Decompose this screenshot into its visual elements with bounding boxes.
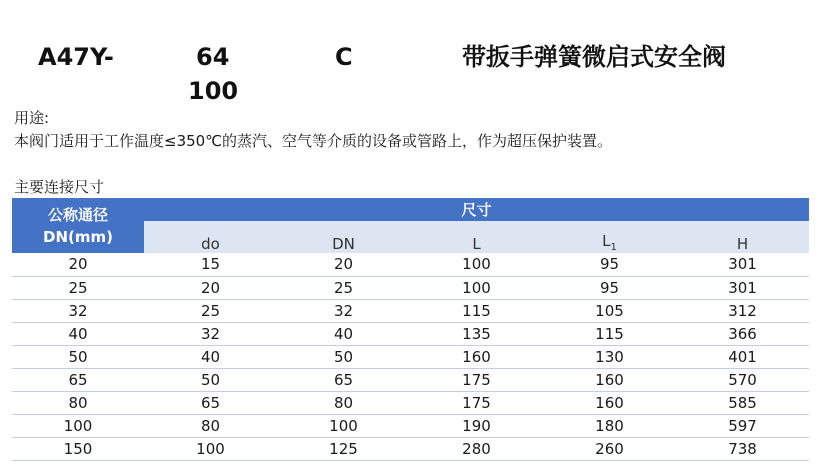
cell-dn-size: 125 — [277, 437, 410, 460]
cell-l1: 115 — [543, 322, 676, 345]
cell-l1: 160 — [543, 368, 676, 391]
cell-dn: 25 — [12, 276, 144, 299]
cell-l: 175 — [410, 391, 543, 414]
table-row — [12, 345, 809, 368]
cell-l1: 95 — [543, 276, 676, 299]
col-header-h: H — [676, 221, 809, 253]
usage-label: 用途: — [14, 109, 50, 127]
cell-do: 25 — [144, 299, 277, 322]
cell-l: 100 — [410, 253, 543, 276]
table-row — [12, 322, 809, 345]
material-code: C — [335, 43, 353, 71]
dimensions-label: 主要连接尺寸 — [14, 178, 105, 196]
cell-l: 175 — [410, 368, 543, 391]
cell-dn: 40 — [12, 322, 144, 345]
cell-l: 115 — [410, 299, 543, 322]
table-row — [12, 299, 809, 322]
cell-l1: 160 — [543, 391, 676, 414]
col-header-dn: DN — [277, 221, 410, 253]
cell-dn: 100 — [12, 414, 144, 437]
cell-l1: 130 — [543, 345, 676, 368]
cell-do: 80 — [144, 414, 277, 437]
cell-l: 100 — [410, 276, 543, 299]
col-header-l: L — [410, 221, 543, 253]
cell-do: 15 — [144, 253, 277, 276]
table-row — [12, 253, 809, 276]
dimensions-table — [12, 198, 809, 461]
cell-dn: 50 — [12, 345, 144, 368]
cell-dn-size: 100 — [277, 414, 410, 437]
cell-dn-size: 32 — [277, 299, 410, 322]
dn-header-line2: DN(mm) — [43, 227, 113, 246]
col-header-l1-subscript: 1 — [610, 242, 617, 253]
cell-h: 301 — [676, 253, 809, 276]
size-group-header: 尺寸 — [144, 198, 809, 221]
pressure-rating-1: 64 — [196, 43, 230, 71]
cell-dn-size: 20 — [277, 253, 410, 276]
model-code: A47Y- — [38, 43, 114, 71]
col-header-l1-main: L — [602, 232, 611, 250]
cell-h: 738 — [676, 437, 809, 460]
cell-dn: 65 — [12, 368, 144, 391]
cell-dn-size: 65 — [277, 368, 410, 391]
cell-do: 32 — [144, 322, 277, 345]
col-header-l1 — [543, 221, 676, 253]
cell-h: 301 — [676, 276, 809, 299]
table-row — [12, 391, 809, 414]
cell-do: 65 — [144, 391, 277, 414]
cell-dn-size: 40 — [277, 322, 410, 345]
cell-h: 570 — [676, 368, 809, 391]
cell-dn-size: 25 — [277, 276, 410, 299]
cell-do: 50 — [144, 368, 277, 391]
cell-l1: 180 — [543, 414, 676, 437]
table-row — [12, 437, 809, 460]
cell-l1: 105 — [543, 299, 676, 322]
table-row — [12, 414, 809, 437]
cell-h: 366 — [676, 322, 809, 345]
cell-l: 190 — [410, 414, 543, 437]
table-row — [12, 368, 809, 391]
cell-dn: 150 — [12, 437, 144, 460]
pressure-rating-2: 100 — [188, 77, 239, 105]
cell-dn: 32 — [12, 299, 144, 322]
cell-do: 100 — [144, 437, 277, 460]
cell-dn-size: 80 — [277, 391, 410, 414]
cell-l: 135 — [410, 322, 543, 345]
cell-dn: 80 — [12, 391, 144, 414]
cell-do: 20 — [144, 276, 277, 299]
cell-dn-size: 50 — [277, 345, 410, 368]
product-name: 带扳手弹簧微启式安全阀 — [462, 43, 726, 71]
col-header-do: do — [144, 221, 277, 253]
dn-column-header — [12, 198, 144, 253]
cell-h: 401 — [676, 345, 809, 368]
cell-do: 40 — [144, 345, 277, 368]
cell-h: 312 — [676, 299, 809, 322]
dn-header-line1: 公称通径 — [47, 205, 108, 224]
cell-dn: 20 — [12, 253, 144, 276]
table-row — [12, 276, 809, 299]
cell-l: 160 — [410, 345, 543, 368]
cell-h: 597 — [676, 414, 809, 437]
usage-text: 本阀门适用于工作温度≤350℃的蒸汽、空气等介质的设备或管路上，作为超压保护装置。 — [14, 132, 613, 150]
cell-l1: 260 — [543, 437, 676, 460]
cell-l: 280 — [410, 437, 543, 460]
cell-h: 585 — [676, 391, 809, 414]
cell-l1: 95 — [543, 253, 676, 276]
